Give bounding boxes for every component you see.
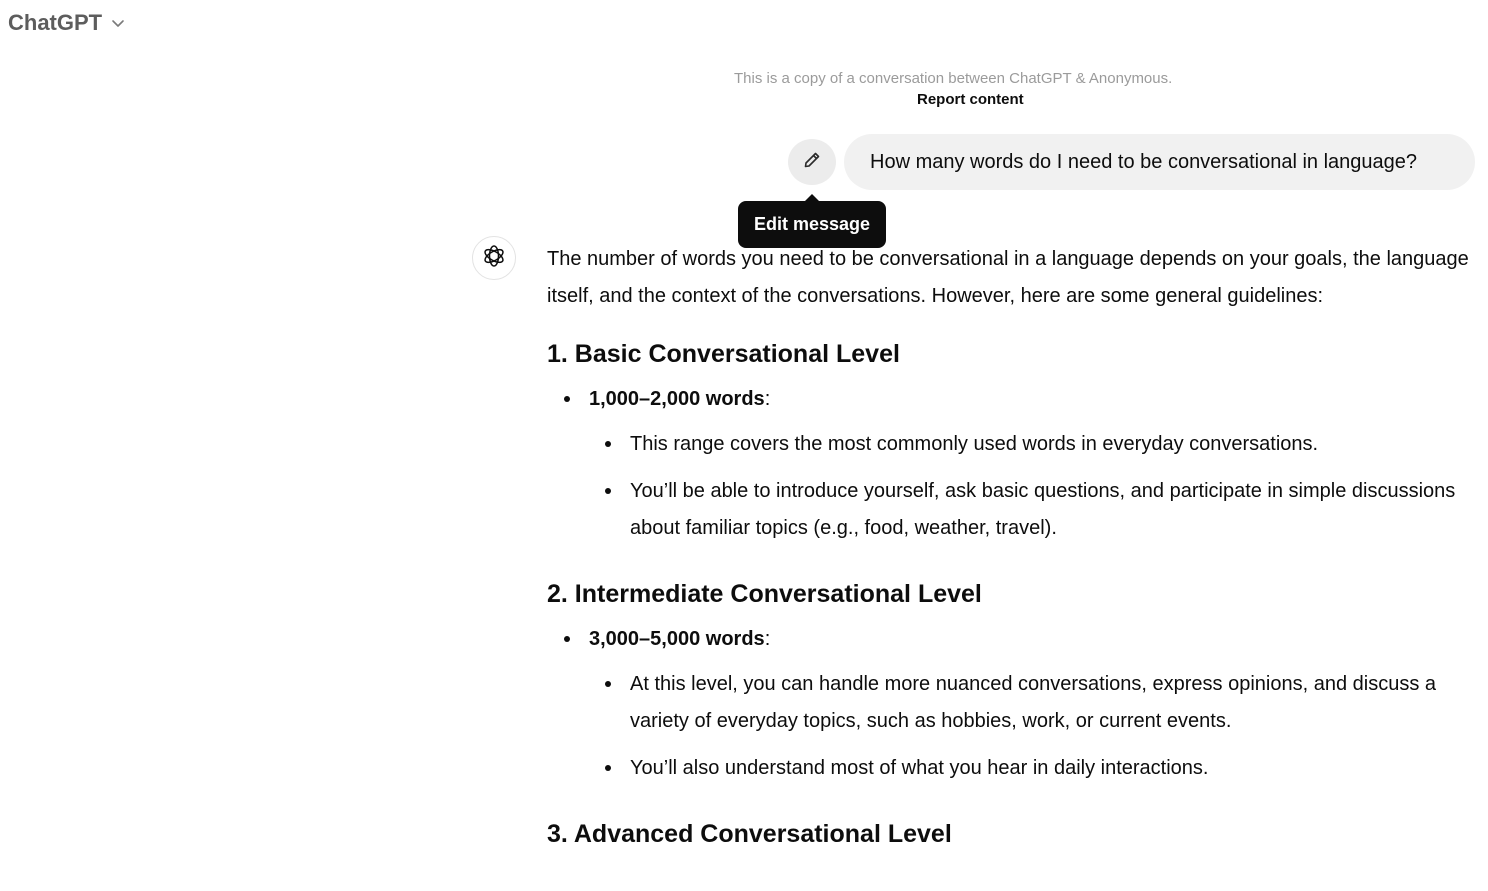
section-list xyxy=(547,621,1477,787)
report-content-link[interactable]: Report content xyxy=(917,91,1024,108)
assistant-avatar xyxy=(472,236,516,280)
model-name: ChatGPT xyxy=(8,10,103,35)
tooltip-label: Edit message xyxy=(754,214,871,234)
section-heading: 2. Intermediate Conversational Level xyxy=(547,580,982,608)
model-switcher[interactable] xyxy=(8,10,126,36)
chevron-down-icon xyxy=(110,15,126,31)
openai-logo-icon xyxy=(481,243,507,274)
assistant-intro: The number of words you need to be conversational in a language depends on your goals, the language itself, and the context of the conversations. However, here are some general guidelines: xyxy=(547,248,1469,307)
list-item: You’ll also understand most of what you hear in daily interactions. xyxy=(589,750,1477,787)
user-message-text: How many words do I need to be conversational in language? xyxy=(870,150,1418,173)
section-heading: 3. Advanced Conversational Level xyxy=(547,820,952,848)
list-item: This range covers the most commonly used words in everyday conversations. xyxy=(589,426,1477,463)
word-range: 1,000–2,000 words xyxy=(589,388,765,410)
shared-conversation-notice: This is a copy of a conversation between ChatGPT & Anonymous. xyxy=(734,70,1173,87)
detail-list xyxy=(589,666,1477,787)
list-item: At this level, you can handle more nuanced conversations, express opinions, and discuss a variety of everyday topics, such as hobbies, work, or current events. xyxy=(589,666,1477,740)
list-item: You’ll be able to introduce yourself, ask basic questions, and participate in simple discussions about familiar topics (e.g., food, weather, travel). xyxy=(589,473,1477,547)
user-message-bubble xyxy=(844,134,1475,190)
section-heading: 1. Basic Conversational Level xyxy=(547,340,900,368)
list-item: 3,000–5,000 words: At this level, you can handle more nuanced conversations, express opinions, and discuss a variety of everyday topics, such as hobbies, work, or current events. You’ll also understand most of what you hear in daily interactions. xyxy=(547,621,1477,787)
pencil-icon xyxy=(802,150,822,175)
section-list xyxy=(547,381,1477,547)
list-item: 1,000–2,000 words: This range covers the most commonly used words in everyday conversations. You’ll be able to introduce yourself, ask basic questions, and participate in simple discussions about familiar topics (e.g., food, weather, travel). xyxy=(547,381,1477,547)
word-range: 3,000–5,000 words xyxy=(589,628,765,650)
assistant-message xyxy=(547,241,1477,851)
edit-message-button[interactable] xyxy=(788,139,836,185)
detail-list xyxy=(589,426,1477,547)
